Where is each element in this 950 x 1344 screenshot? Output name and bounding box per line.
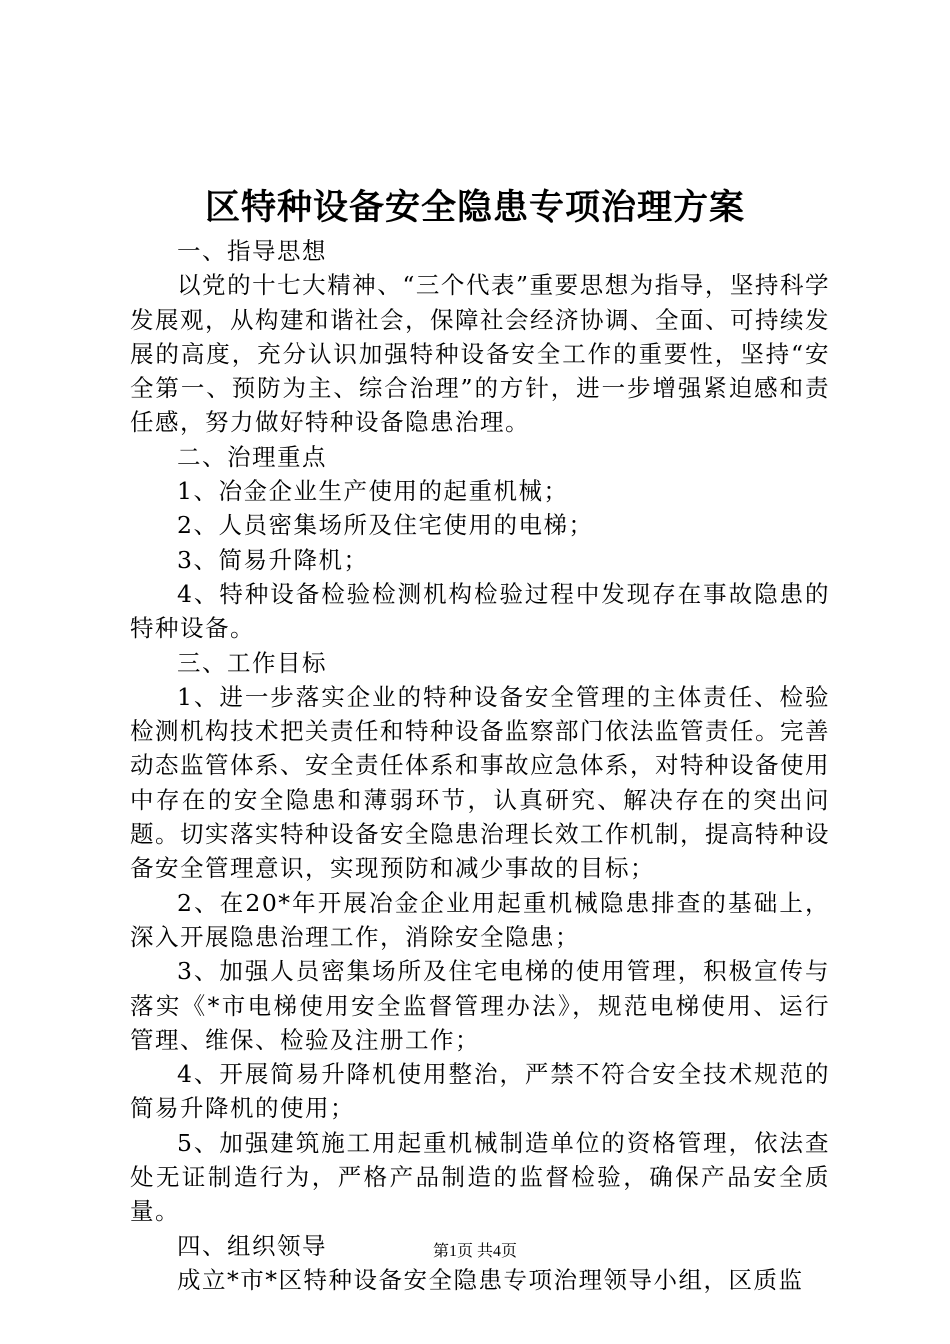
list-item-focus-2: 2、人员密集场所及住宅使用的电梯； (177, 511, 594, 540)
document-title: 区特种设备安全隐患专项治理方案 (204, 188, 745, 228)
document-body (130, 234, 830, 1297)
list-item-focus-1: 1、冶金企业生产使用的起重机械； (177, 477, 569, 506)
section-heading-governance-focus: 二、治理重点 (177, 442, 327, 471)
list-item-goal-4: 4、开展简易升降机使用整治，严禁不符合安全技术规范的简易升降机的使用； (130, 1060, 830, 1123)
list-item-focus-3: 3、简易升降机； (177, 545, 369, 574)
section-heading-guiding-ideology: 一、指导思想 (177, 237, 327, 265)
section-heading-work-goals: 三、工作目标 (177, 648, 327, 677)
list-item-goal-5: 5、加强建筑施工用起重机械制造单位的资格管理，依法查处无证制造行为，严格产品制造的监督检验，确保产品安全质量。 (130, 1128, 830, 1226)
list-item-goal-1: 1、进一步落实企业的特种设备安全管理的主体责任、检验检测机构技术把关责任和特种设备监察部门依法监管责任。完善动态监管体系、安全责任体系和事故应急体系，对特种设备使用中存在的安全隐患和薄弱环节，认真研究、解决存在的突出问题。切实落实特种设备安全隐患治理长效工作机制，提高特种设备安全管理意识，实现预防和减少事故的目标； (130, 682, 830, 883)
paragraph-organization: 成立*市*区特种设备安全隐患专项治理领导小组，区质监 (177, 1265, 804, 1294)
list-item-goal-2: 2、在20*年开展冶金企业用起重机械隐患排查的基础上，深入开展隐患治理工作，消除安全隐患； (130, 888, 830, 951)
paragraph-guiding-ideology: 以党的十七大精神、“三个代表”重要思想为指导，坚持科学发展观，从构建和谐社会，保障社会经济协调、全面、可持续发展的高度，充分认识加强特种设备安全工作的重要性，坚持“安全第一、预防为主、综合治理”的方针，进一步增强紧迫感和责任感，努力做好特种设备隐患治理。 (130, 271, 830, 437)
list-item-goal-3: 3、加强人员密集场所及住宅电梯的使用管理，积极宣传与落实《*市电梯使用安全监督管理办法》，规范电梯使用、运行管理、维保、检验及注册工作； (130, 957, 830, 1054)
list-item-focus-4: 4、特种设备检验检测机构检验过程中发现存在事故隐患的特种设备。 (130, 579, 830, 643)
page-number-footer: 第1页 共4页 (432, 1243, 517, 1260)
section-heading-organization: 四、组织领导 (177, 1231, 327, 1260)
